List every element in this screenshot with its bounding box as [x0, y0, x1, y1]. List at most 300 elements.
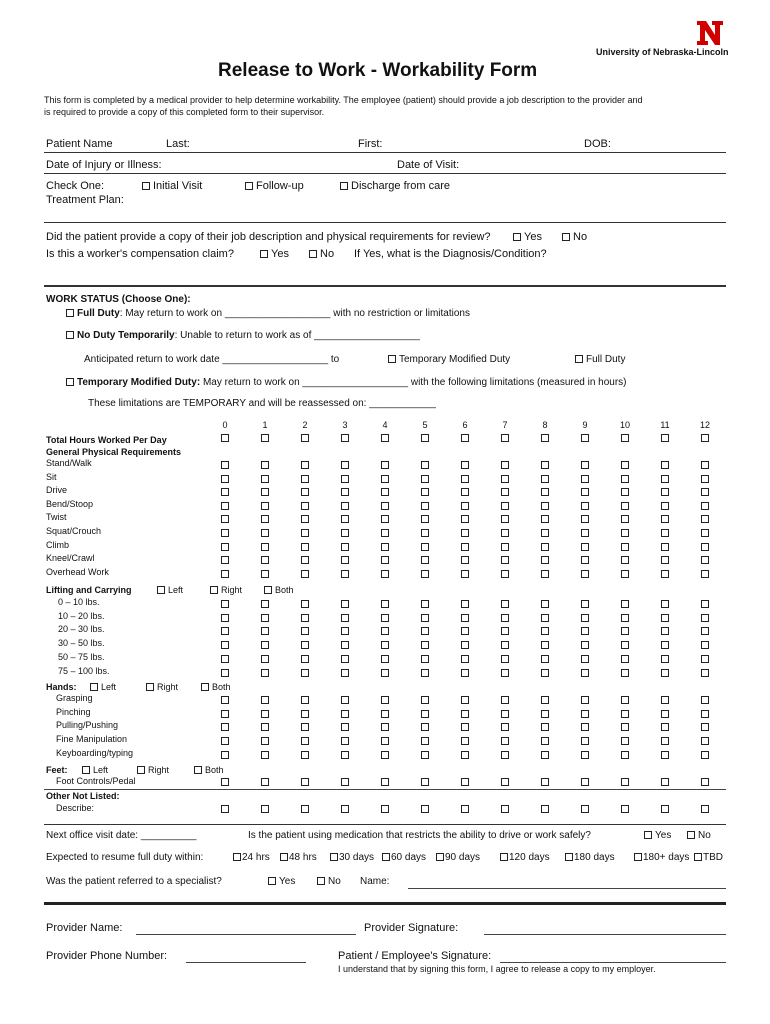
- hour-checkbox[interactable]: [421, 614, 429, 622]
- hour-checkbox[interactable]: [381, 737, 389, 745]
- hour-checkbox[interactable]: [381, 434, 389, 442]
- hour-checkbox[interactable]: [341, 475, 349, 483]
- hour-checkbox[interactable]: [541, 488, 549, 496]
- hour-checkbox[interactable]: [581, 600, 589, 608]
- hour-checkbox[interactable]: [621, 737, 629, 745]
- hour-checkbox[interactable]: [301, 737, 309, 745]
- hour-checkbox[interactable]: [421, 529, 429, 537]
- hour-checkbox[interactable]: [661, 570, 669, 578]
- hour-checkbox[interactable]: [421, 696, 429, 704]
- hour-checkbox[interactable]: [621, 502, 629, 510]
- hour-checkbox[interactable]: [381, 461, 389, 469]
- hour-checkbox[interactable]: [581, 778, 589, 786]
- hour-checkbox[interactable]: [301, 529, 309, 537]
- hour-checkbox[interactable]: [661, 515, 669, 523]
- hour-checkbox[interactable]: [461, 805, 469, 813]
- hour-checkbox[interactable]: [701, 778, 709, 786]
- hour-checkbox[interactable]: [621, 515, 629, 523]
- provider-signature-line[interactable]: [484, 934, 726, 935]
- hour-checkbox[interactable]: [301, 556, 309, 564]
- hour-checkbox[interactable]: [341, 515, 349, 523]
- hour-checkbox[interactable]: [541, 556, 549, 564]
- temp-modified-option[interactable]: [66, 377, 627, 388]
- hour-checkbox[interactable]: [381, 502, 389, 510]
- hour-checkbox[interactable]: [341, 543, 349, 551]
- hour-checkbox[interactable]: [221, 600, 229, 608]
- hour-checkbox[interactable]: [261, 570, 269, 578]
- follow-up-checkbox[interactable]: [245, 180, 304, 192]
- hour-checkbox[interactable]: [261, 655, 269, 663]
- hour-checkbox[interactable]: [661, 778, 669, 786]
- hour-checkbox[interactable]: [541, 502, 549, 510]
- hour-checkbox[interactable]: [501, 696, 509, 704]
- hour-checkbox[interactable]: [701, 655, 709, 663]
- hour-checkbox[interactable]: [701, 751, 709, 759]
- hour-checkbox[interactable]: [461, 751, 469, 759]
- hour-checkbox[interactable]: [301, 723, 309, 731]
- hour-checkbox[interactable]: [541, 655, 549, 663]
- next-visit-field[interactable]: Next office visit date: __________: [46, 830, 197, 841]
- hour-checkbox[interactable]: [341, 488, 349, 496]
- hour-checkbox[interactable]: [261, 696, 269, 704]
- duration-checkbox[interactable]: [280, 852, 317, 863]
- hour-checkbox[interactable]: [301, 515, 309, 523]
- hour-checkbox[interactable]: [541, 723, 549, 731]
- duration-checkbox[interactable]: [634, 852, 689, 863]
- hour-checkbox[interactable]: [461, 600, 469, 608]
- hour-checkbox[interactable]: [541, 614, 549, 622]
- hour-checkbox[interactable]: [501, 641, 509, 649]
- no-duty-option[interactable]: [66, 330, 420, 341]
- hour-checkbox[interactable]: [421, 641, 429, 649]
- duration-checkbox[interactable]: [694, 852, 723, 863]
- hour-checkbox[interactable]: [421, 669, 429, 677]
- hour-checkbox[interactable]: [501, 669, 509, 677]
- hour-checkbox[interactable]: [221, 515, 229, 523]
- hour-checkbox[interactable]: [301, 710, 309, 718]
- hour-checkbox[interactable]: [461, 434, 469, 442]
- hour-checkbox[interactable]: [581, 502, 589, 510]
- hour-checkbox[interactable]: [541, 543, 549, 551]
- hour-checkbox[interactable]: [661, 805, 669, 813]
- hour-checkbox[interactable]: [221, 529, 229, 537]
- specialist-no-checkbox[interactable]: [317, 876, 341, 887]
- hour-checkbox[interactable]: [341, 627, 349, 635]
- hour-checkbox[interactable]: [581, 710, 589, 718]
- hour-checkbox[interactable]: [541, 475, 549, 483]
- hour-checkbox[interactable]: [301, 434, 309, 442]
- hour-checkbox[interactable]: [701, 515, 709, 523]
- hour-checkbox[interactable]: [701, 570, 709, 578]
- hour-checkbox[interactable]: [541, 461, 549, 469]
- hour-checkbox[interactable]: [701, 805, 709, 813]
- hour-checkbox[interactable]: [661, 543, 669, 551]
- hour-checkbox[interactable]: [701, 556, 709, 564]
- hour-checkbox[interactable]: [421, 543, 429, 551]
- feet-right-checkbox[interactable]: [137, 765, 169, 775]
- hour-checkbox[interactable]: [501, 710, 509, 718]
- hour-checkbox[interactable]: [421, 515, 429, 523]
- hour-checkbox[interactable]: [581, 627, 589, 635]
- hour-checkbox[interactable]: [341, 434, 349, 442]
- hour-checkbox[interactable]: [341, 461, 349, 469]
- duration-checkbox[interactable]: [330, 852, 374, 863]
- treatment-plan-field[interactable]: Treatment Plan:: [46, 194, 124, 206]
- hour-checkbox[interactable]: [341, 710, 349, 718]
- hour-checkbox[interactable]: [261, 710, 269, 718]
- hour-checkbox[interactable]: [661, 710, 669, 718]
- hour-checkbox[interactable]: [621, 543, 629, 551]
- hour-checkbox[interactable]: [261, 515, 269, 523]
- hour-checkbox[interactable]: [421, 570, 429, 578]
- hour-checkbox[interactable]: [301, 502, 309, 510]
- provider-name-line[interactable]: [136, 934, 356, 935]
- hour-checkbox[interactable]: [501, 543, 509, 551]
- anticipated-return-field[interactable]: Anticipated return to work date ___________________ to: [84, 354, 340, 365]
- dob-field[interactable]: DOB:: [584, 138, 611, 150]
- hour-checkbox[interactable]: [501, 475, 509, 483]
- hour-checkbox[interactable]: [701, 475, 709, 483]
- hour-checkbox[interactable]: [581, 669, 589, 677]
- hour-checkbox[interactable]: [301, 641, 309, 649]
- hour-checkbox[interactable]: [501, 461, 509, 469]
- hour-checkbox[interactable]: [301, 600, 309, 608]
- hour-checkbox[interactable]: [261, 723, 269, 731]
- hour-checkbox[interactable]: [301, 655, 309, 663]
- hour-checkbox[interactable]: [221, 556, 229, 564]
- hour-checkbox[interactable]: [581, 488, 589, 496]
- medication-no-checkbox[interactable]: [687, 830, 711, 841]
- hour-checkbox[interactable]: [421, 737, 429, 745]
- hour-checkbox[interactable]: [701, 434, 709, 442]
- hour-checkbox[interactable]: [221, 502, 229, 510]
- hour-checkbox[interactable]: [541, 805, 549, 813]
- hour-checkbox[interactable]: [461, 502, 469, 510]
- hour-checkbox[interactable]: [301, 488, 309, 496]
- hour-checkbox[interactable]: [701, 723, 709, 731]
- hour-checkbox[interactable]: [381, 641, 389, 649]
- lifting-right-checkbox[interactable]: [210, 585, 242, 595]
- hour-checkbox[interactable]: [581, 461, 589, 469]
- hour-checkbox[interactable]: [581, 641, 589, 649]
- hour-checkbox[interactable]: [301, 543, 309, 551]
- hour-checkbox[interactable]: [501, 751, 509, 759]
- hour-checkbox[interactable]: [501, 737, 509, 745]
- hour-checkbox[interactable]: [541, 515, 549, 523]
- hour-checkbox[interactable]: [501, 627, 509, 635]
- hour-checkbox[interactable]: [261, 737, 269, 745]
- hour-checkbox[interactable]: [421, 488, 429, 496]
- hour-checkbox[interactable]: [621, 488, 629, 496]
- hour-checkbox[interactable]: [221, 710, 229, 718]
- hour-checkbox[interactable]: [541, 696, 549, 704]
- hour-checkbox[interactable]: [501, 556, 509, 564]
- hour-checkbox[interactable]: [461, 641, 469, 649]
- hour-checkbox[interactable]: [421, 627, 429, 635]
- hour-checkbox[interactable]: [501, 529, 509, 537]
- hour-checkbox[interactable]: [381, 710, 389, 718]
- hour-checkbox[interactable]: [261, 669, 269, 677]
- hour-checkbox[interactable]: [421, 600, 429, 608]
- hour-checkbox[interactable]: [341, 655, 349, 663]
- hour-checkbox[interactable]: [621, 751, 629, 759]
- hour-checkbox[interactable]: [501, 778, 509, 786]
- hour-checkbox[interactable]: [581, 805, 589, 813]
- comp-no-checkbox[interactable]: [309, 248, 334, 260]
- hour-checkbox[interactable]: [301, 614, 309, 622]
- hour-checkbox[interactable]: [221, 737, 229, 745]
- hour-checkbox[interactable]: [541, 600, 549, 608]
- hour-checkbox[interactable]: [381, 669, 389, 677]
- hour-checkbox[interactable]: [341, 641, 349, 649]
- hour-checkbox[interactable]: [301, 475, 309, 483]
- lifting-both-checkbox[interactable]: [264, 585, 294, 595]
- anticipated-temp-modified-checkbox[interactable]: [388, 354, 510, 365]
- hour-checkbox[interactable]: [261, 805, 269, 813]
- hour-checkbox[interactable]: [301, 751, 309, 759]
- hour-checkbox[interactable]: [501, 723, 509, 731]
- hour-checkbox[interactable]: [501, 805, 509, 813]
- patient-signature-line[interactable]: [500, 962, 726, 963]
- hour-checkbox[interactable]: [341, 669, 349, 677]
- hands-both-checkbox[interactable]: [201, 682, 231, 692]
- hour-checkbox[interactable]: [261, 529, 269, 537]
- hour-checkbox[interactable]: [221, 614, 229, 622]
- hour-checkbox[interactable]: [581, 515, 589, 523]
- date-of-injury-field[interactable]: Date of Injury or Illness:: [46, 159, 162, 171]
- hour-checkbox[interactable]: [501, 614, 509, 622]
- hour-checkbox[interactable]: [581, 614, 589, 622]
- hour-checkbox[interactable]: [621, 723, 629, 731]
- hour-checkbox[interactable]: [221, 696, 229, 704]
- hour-checkbox[interactable]: [261, 600, 269, 608]
- hour-checkbox[interactable]: [381, 515, 389, 523]
- hour-checkbox[interactable]: [221, 751, 229, 759]
- hour-checkbox[interactable]: [541, 434, 549, 442]
- hour-checkbox[interactable]: [701, 627, 709, 635]
- duration-checkbox[interactable]: [436, 852, 480, 863]
- hour-checkbox[interactable]: [341, 556, 349, 564]
- hour-checkbox[interactable]: [541, 710, 549, 718]
- hour-checkbox[interactable]: [661, 696, 669, 704]
- hour-checkbox[interactable]: [461, 710, 469, 718]
- hour-checkbox[interactable]: [621, 710, 629, 718]
- feet-left-checkbox[interactable]: [82, 765, 108, 775]
- job-desc-no-checkbox[interactable]: [562, 231, 587, 243]
- hour-checkbox[interactable]: [621, 655, 629, 663]
- hour-checkbox[interactable]: [221, 669, 229, 677]
- hour-checkbox[interactable]: [381, 614, 389, 622]
- hour-checkbox[interactable]: [541, 570, 549, 578]
- hour-checkbox[interactable]: [501, 600, 509, 608]
- hour-checkbox[interactable]: [501, 434, 509, 442]
- hour-checkbox[interactable]: [341, 570, 349, 578]
- initial-visit-checkbox[interactable]: [142, 180, 202, 192]
- hour-checkbox[interactable]: [621, 570, 629, 578]
- hour-checkbox[interactable]: [701, 669, 709, 677]
- hour-checkbox[interactable]: [501, 502, 509, 510]
- hour-checkbox[interactable]: [461, 570, 469, 578]
- hour-checkbox[interactable]: [261, 543, 269, 551]
- hour-checkbox[interactable]: [581, 737, 589, 745]
- discharge-checkbox[interactable]: [340, 180, 450, 192]
- hour-checkbox[interactable]: [661, 737, 669, 745]
- hour-checkbox[interactable]: [621, 434, 629, 442]
- hour-checkbox[interactable]: [221, 434, 229, 442]
- hour-checkbox[interactable]: [701, 461, 709, 469]
- hour-checkbox[interactable]: [381, 778, 389, 786]
- hour-checkbox[interactable]: [621, 461, 629, 469]
- hour-checkbox[interactable]: [701, 737, 709, 745]
- hour-checkbox[interactable]: [461, 556, 469, 564]
- hour-checkbox[interactable]: [581, 696, 589, 704]
- hour-checkbox[interactable]: [341, 614, 349, 622]
- hour-checkbox[interactable]: [341, 723, 349, 731]
- hour-checkbox[interactable]: [341, 529, 349, 537]
- hour-checkbox[interactable]: [661, 627, 669, 635]
- hour-checkbox[interactable]: [581, 570, 589, 578]
- date-of-visit-field[interactable]: Date of Visit:: [397, 159, 460, 171]
- hour-checkbox[interactable]: [421, 751, 429, 759]
- hour-checkbox[interactable]: [301, 570, 309, 578]
- hour-checkbox[interactable]: [461, 543, 469, 551]
- hour-checkbox[interactable]: [581, 751, 589, 759]
- hour-checkbox[interactable]: [661, 600, 669, 608]
- hour-checkbox[interactable]: [381, 805, 389, 813]
- hour-checkbox[interactable]: [381, 627, 389, 635]
- hour-checkbox[interactable]: [261, 627, 269, 635]
- specialist-name-line[interactable]: [408, 888, 726, 889]
- hour-checkbox[interactable]: [701, 614, 709, 622]
- hour-checkbox[interactable]: [341, 778, 349, 786]
- hour-checkbox[interactable]: [461, 488, 469, 496]
- hour-checkbox[interactable]: [461, 655, 469, 663]
- hour-checkbox[interactable]: [221, 641, 229, 649]
- hour-checkbox[interactable]: [261, 502, 269, 510]
- hour-checkbox[interactable]: [221, 778, 229, 786]
- duration-checkbox[interactable]: [500, 852, 550, 863]
- hour-checkbox[interactable]: [461, 723, 469, 731]
- hour-checkbox[interactable]: [301, 696, 309, 704]
- hour-checkbox[interactable]: [581, 434, 589, 442]
- hour-checkbox[interactable]: [461, 614, 469, 622]
- hour-checkbox[interactable]: [701, 543, 709, 551]
- hour-checkbox[interactable]: [461, 669, 469, 677]
- hour-checkbox[interactable]: [581, 723, 589, 731]
- hour-checkbox[interactable]: [261, 556, 269, 564]
- hour-checkbox[interactable]: [261, 434, 269, 442]
- hour-checkbox[interactable]: [661, 614, 669, 622]
- hour-checkbox[interactable]: [341, 600, 349, 608]
- medication-yes-checkbox[interactable]: [644, 830, 671, 841]
- hour-checkbox[interactable]: [381, 488, 389, 496]
- hour-checkbox[interactable]: [301, 669, 309, 677]
- hour-checkbox[interactable]: [221, 543, 229, 551]
- hour-checkbox[interactable]: [661, 461, 669, 469]
- hour-checkbox[interactable]: [661, 475, 669, 483]
- hour-checkbox[interactable]: [421, 655, 429, 663]
- hour-checkbox[interactable]: [221, 627, 229, 635]
- hour-checkbox[interactable]: [621, 669, 629, 677]
- hour-checkbox[interactable]: [461, 778, 469, 786]
- hour-checkbox[interactable]: [701, 641, 709, 649]
- hour-checkbox[interactable]: [421, 723, 429, 731]
- hour-checkbox[interactable]: [221, 461, 229, 469]
- hour-checkbox[interactable]: [621, 600, 629, 608]
- hour-checkbox[interactable]: [261, 461, 269, 469]
- last-name-field[interactable]: Last:: [166, 138, 190, 150]
- hour-checkbox[interactable]: [621, 641, 629, 649]
- hands-right-checkbox[interactable]: [146, 682, 178, 692]
- hour-checkbox[interactable]: [341, 502, 349, 510]
- hour-checkbox[interactable]: [461, 515, 469, 523]
- hour-checkbox[interactable]: [661, 751, 669, 759]
- hour-checkbox[interactable]: [621, 696, 629, 704]
- hour-checkbox[interactable]: [421, 434, 429, 442]
- hour-checkbox[interactable]: [661, 641, 669, 649]
- hour-checkbox[interactable]: [301, 778, 309, 786]
- hour-checkbox[interactable]: [661, 723, 669, 731]
- hour-checkbox[interactable]: [261, 641, 269, 649]
- hour-checkbox[interactable]: [341, 805, 349, 813]
- duration-checkbox[interactable]: [382, 852, 426, 863]
- hour-checkbox[interactable]: [621, 529, 629, 537]
- hour-checkbox[interactable]: [621, 614, 629, 622]
- hour-checkbox[interactable]: [661, 529, 669, 537]
- hour-checkbox[interactable]: [261, 751, 269, 759]
- hour-checkbox[interactable]: [661, 556, 669, 564]
- hour-checkbox[interactable]: [381, 475, 389, 483]
- duration-checkbox[interactable]: [565, 852, 615, 863]
- hour-checkbox[interactable]: [701, 696, 709, 704]
- comp-yes-checkbox[interactable]: [260, 248, 289, 260]
- hour-checkbox[interactable]: [301, 627, 309, 635]
- hour-checkbox[interactable]: [701, 502, 709, 510]
- hour-checkbox[interactable]: [621, 627, 629, 635]
- hour-checkbox[interactable]: [501, 515, 509, 523]
- hour-checkbox[interactable]: [221, 488, 229, 496]
- job-desc-yes-checkbox[interactable]: [513, 231, 542, 243]
- hour-checkbox[interactable]: [541, 669, 549, 677]
- hour-checkbox[interactable]: [461, 475, 469, 483]
- hour-checkbox[interactable]: [461, 529, 469, 537]
- hour-checkbox[interactable]: [461, 737, 469, 745]
- hour-checkbox[interactable]: [261, 488, 269, 496]
- hour-checkbox[interactable]: [621, 805, 629, 813]
- hour-checkbox[interactable]: [541, 737, 549, 745]
- hour-checkbox[interactable]: [701, 529, 709, 537]
- hour-checkbox[interactable]: [701, 488, 709, 496]
- hour-checkbox[interactable]: [541, 778, 549, 786]
- provider-phone-line[interactable]: [186, 962, 306, 963]
- hour-checkbox[interactable]: [381, 751, 389, 759]
- hour-checkbox[interactable]: [501, 488, 509, 496]
- hour-checkbox[interactable]: [301, 461, 309, 469]
- hour-checkbox[interactable]: [421, 556, 429, 564]
- hour-checkbox[interactable]: [501, 655, 509, 663]
- full-duty-option[interactable]: [66, 308, 470, 319]
- hour-checkbox[interactable]: [341, 737, 349, 745]
- hour-checkbox[interactable]: [701, 600, 709, 608]
- feet-both-checkbox[interactable]: [194, 765, 224, 775]
- hour-checkbox[interactable]: [221, 475, 229, 483]
- hour-checkbox[interactable]: [421, 778, 429, 786]
- hour-checkbox[interactable]: [421, 710, 429, 718]
- specialist-yes-checkbox[interactable]: [268, 876, 295, 887]
- hour-checkbox[interactable]: [221, 570, 229, 578]
- hour-checkbox[interactable]: [661, 434, 669, 442]
- hour-checkbox[interactable]: [461, 461, 469, 469]
